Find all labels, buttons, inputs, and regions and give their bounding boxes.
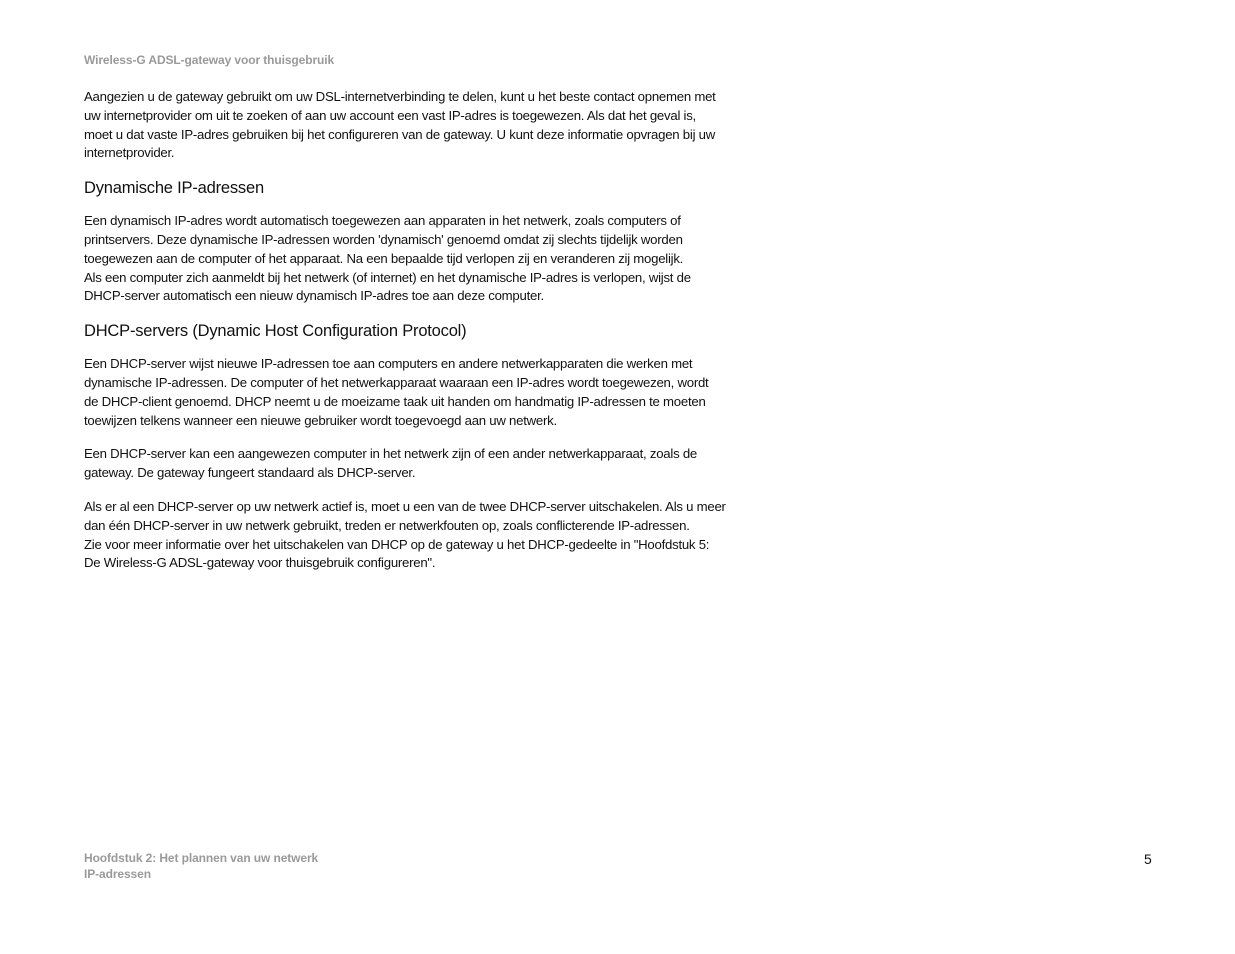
paragraph-line: toegewezen aan de computer of het apparaat. Na een bepaalde tijd verlopen zij en veranderen zij mogelijk. bbox=[84, 250, 684, 266]
paragraph-line: Zie voor meer informatie over het uitschakelen van DHCP op de gateway u het DHCP-gedeelte in "Hoofdstuk 5: bbox=[84, 536, 710, 552]
paragraph-line: printservers. Deze dynamische IP-adressen worden 'dynamisch' genoemd omdat zij slechts tijdelijk worden bbox=[84, 231, 683, 247]
dhcp-paragraph-3 bbox=[84, 498, 764, 573]
paragraph-line: toewijzen telkens wanneer een nieuwe gebruiker wordt toegevoegd aan uw netwerk. bbox=[84, 412, 557, 428]
paragraph-line: moet u dat vaste IP-adres gebruiken bij het configureren van de gateway. U kunt deze informatie opvragen bij uw bbox=[84, 126, 716, 142]
dhcp-paragraph-1 bbox=[84, 355, 764, 430]
footer-chapter: Hoofdstuk 2: Het plannen van uw netwerk bbox=[84, 851, 319, 865]
dynamic-ip-paragraph bbox=[84, 212, 764, 306]
paragraph-line: dynamische IP-adressen. De computer of het netwerkapparaat waaraan een IP-adres wordt toegewezen, wordt bbox=[84, 374, 709, 390]
page-number: 5 bbox=[1144, 851, 1152, 867]
paragraph-line: Een dynamisch IP-adres wordt automatisch toegewezen aan apparaten in het netwerk, zoals computers of bbox=[84, 213, 681, 229]
paragraph-line: Als er al een DHCP-server op uw netwerk actief is, moet u een van de twee DHCP-server uitschakelen. Als u meer bbox=[84, 498, 726, 514]
paragraph-line: de DHCP-client genoemd. DHCP neemt u de moeizame taak uit handen om handmatig IP-adressen te moeten bbox=[84, 393, 706, 409]
paragraph-line: Een DHCP-server wijst nieuwe IP-adressen toe aan computers en andere netwerkapparaten die werken met bbox=[84, 356, 693, 372]
paragraph-line: gateway. De gateway fungeert standaard als DHCP-server. bbox=[84, 465, 416, 481]
paragraph-line: Een DHCP-server kan een aangewezen computer in het netwerk zijn of een ander netwerkapparaat, zoals de bbox=[84, 446, 697, 462]
paragraph-line: internetprovider. bbox=[84, 145, 175, 161]
paragraph-line: De Wireless-G ADSL-gateway voor thuisgebruik configureren". bbox=[84, 555, 436, 571]
footer-section: IP-adressen bbox=[84, 867, 151, 881]
intro-paragraph bbox=[84, 88, 764, 163]
section-heading-dynamic-ip: Dynamische IP-adressen bbox=[84, 179, 264, 198]
paragraph-line: dan één DHCP-server in uw netwerk gebruikt, treden er netwerkfouten op, zoals conflicterende IP-adressen. bbox=[84, 517, 690, 533]
paragraph-line: DHCP-server automatisch een nieuw dynamisch IP-adres toe aan deze computer. bbox=[84, 288, 544, 304]
page-footer bbox=[84, 850, 318, 882]
section-heading-dhcp: DHCP-servers (Dynamic Host Configuration Protocol) bbox=[84, 322, 467, 341]
page-body bbox=[84, 88, 764, 588]
dhcp-paragraph-2 bbox=[84, 445, 764, 483]
running-header: Wireless-G ADSL-gateway voor thuisgebruik bbox=[84, 53, 335, 67]
paragraph-line: Aangezien u de gateway gebruikt om uw DSL-internetverbinding te delen, kunt u het beste contact opnemen met bbox=[84, 89, 716, 104]
paragraph-line: uw internetprovider om uit te zoeken of aan uw account een vast IP-adres is toegewezen. Als dat het geval is, bbox=[84, 107, 696, 123]
paragraph-line: Als een computer zich aanmeldt bij het netwerk (of internet) en het dynamische IP-adres is verlopen, wijst de bbox=[84, 269, 691, 285]
